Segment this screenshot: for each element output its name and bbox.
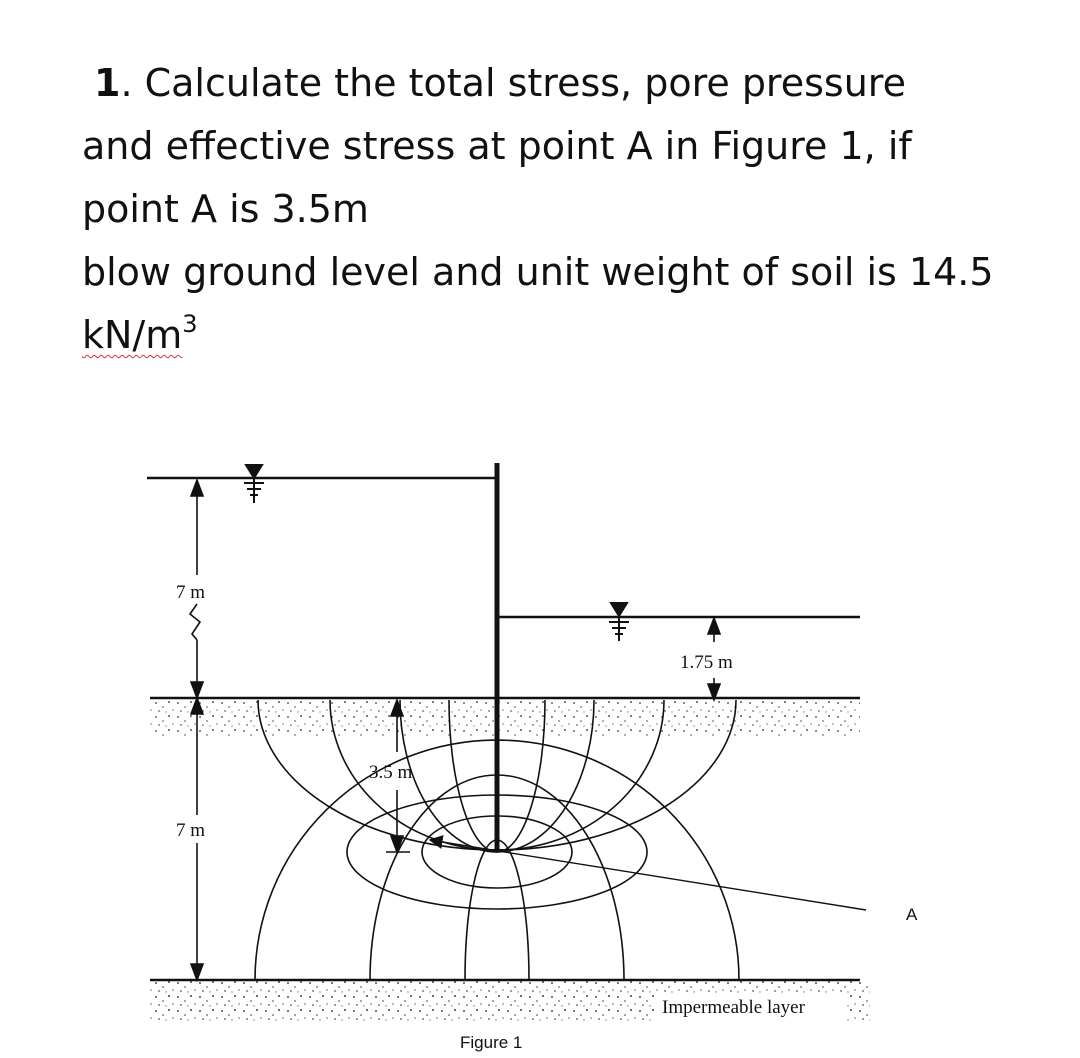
label-impermeable: Impermeable layer xyxy=(662,997,805,1018)
label-depth-A: 3.5 m xyxy=(369,762,413,783)
question-number: 1 xyxy=(94,61,121,105)
label-soil-depth: 7 m xyxy=(176,820,206,841)
question-line-2: and effective stress at point A in Figure 1, if xyxy=(82,124,912,168)
downstream-water-symbol xyxy=(609,603,629,641)
label-downstream-head: 1.75 m xyxy=(680,652,733,673)
figure-caption: Figure 1 xyxy=(460,1033,523,1052)
label-point-A: A xyxy=(906,905,918,924)
leader-point-A xyxy=(430,840,866,910)
question-line-1: 1. Calculate the total stress, pore pressure xyxy=(94,61,906,105)
question-line-4: blow ground level and unit weight of soil is 14.5 xyxy=(82,250,994,294)
upstream-water-symbol xyxy=(244,465,264,503)
question-line-3: point A is 3.5m xyxy=(82,187,369,231)
soil-surface-texture xyxy=(150,700,860,736)
label-upstream-head: 7 m xyxy=(176,582,206,603)
unit-exponent: 3 xyxy=(182,310,198,338)
unit-kn-per-m: kN/m xyxy=(82,313,183,357)
